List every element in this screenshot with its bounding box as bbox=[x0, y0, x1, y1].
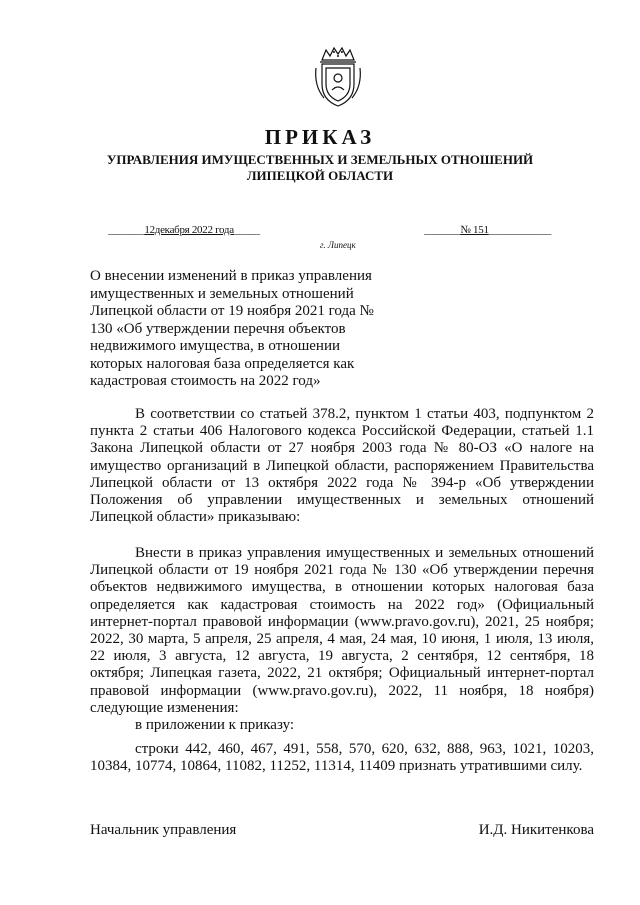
organization-name bbox=[100, 152, 540, 184]
order-subject: О внесении изменений в приказ управления имущественных и земельных отношений Липецкой области от 19 ноября 2021 года № 130 «Об утверждении перечня объектов недвижимого имущества, в отношении которых налоговая база определяется как кадастровая стоимость на 2022 год» bbox=[90, 268, 374, 389]
amendment-paragraph: Внести в приказ управления имущественных и земельных отношений Липецкой области от 19 ноября 2021 года № 130 «Об утверждении перечня объектов недвижимого имущества, в отношении которых налоговая база определяется как кадастровая стоимость на 2022 год» (Официальный интернет-портал правовой информации (www.pravo.gov.ru), 2021, 25 ноября; 2022, 30 марта, 5 апреля, 25 апреля, 4 мая, 24 мая, 10 июня, 1 июля, 13 июля, 22 июля, 3 августа, 12 августа, 19 августа, 2 сентября, 12 сентября, 18 октября; Липецкая газета, 2022, 21 октября; Официальный интернет-портал правовой информации (www.pravo.gov.ru), 2022, 11 ноября, 18 ноября) следующие изменения: bbox=[90, 545, 594, 716]
number-value: № 151 bbox=[460, 224, 489, 236]
coat-of-arms-icon bbox=[312, 46, 364, 108]
organization-line-2: ЛИПЕЦКОЙ ОБЛАСТИ bbox=[246, 168, 394, 183]
order-number bbox=[424, 224, 551, 236]
order-date bbox=[108, 224, 260, 236]
signatory-position: Начальник управления bbox=[90, 822, 237, 838]
signatory-name: И.Д. Никитенкова bbox=[478, 822, 594, 838]
appendix-paragraph: в приложении к приказу: bbox=[135, 717, 295, 733]
date-underline-left: _______ bbox=[108, 224, 145, 236]
rows-paragraph: строки 442, 460, 467, 491, 558, 570, 620, 632, 888, 963, 1021, 10203, 10384, 10774, 10864, 11082, 11252, 11314, 11409 признать утратившими силу. bbox=[90, 741, 594, 775]
organization-line-1: УПРАВЛЕНИЯ ИМУЩЕСТВЕННЫХ И ЗЕМЕЛЬНЫХ ОТНОШЕНИЙ bbox=[106, 152, 534, 167]
number-underline-left: _______ bbox=[424, 224, 461, 236]
number-underline-right: ____________ bbox=[488, 224, 552, 236]
date-underline-right: _____ bbox=[233, 224, 260, 236]
date-value: 12декабря 2022 года bbox=[144, 224, 234, 236]
city-label: г. Липецк bbox=[320, 240, 356, 250]
preamble-paragraph: В соответствии со статьей 378.2, пунктом 1 статьи 403, подпунктом 2 пункта 2 статьи 406 Налогового кодекса Российской Федерации, статьей 1.1 Закона Липецкой области от 27 ноября 2003 года № 80-ОЗ «О налоге на имущество организаций в Липецкой области, распоряжением Правительства Липецкой области от 13 октября 2022 года № 394-р «Об утверждении Положения об управлении имущественных и земельных отношений Липецкой области» приказываю: bbox=[90, 406, 594, 526]
document-title: ПРИКАЗ bbox=[264, 125, 376, 149]
